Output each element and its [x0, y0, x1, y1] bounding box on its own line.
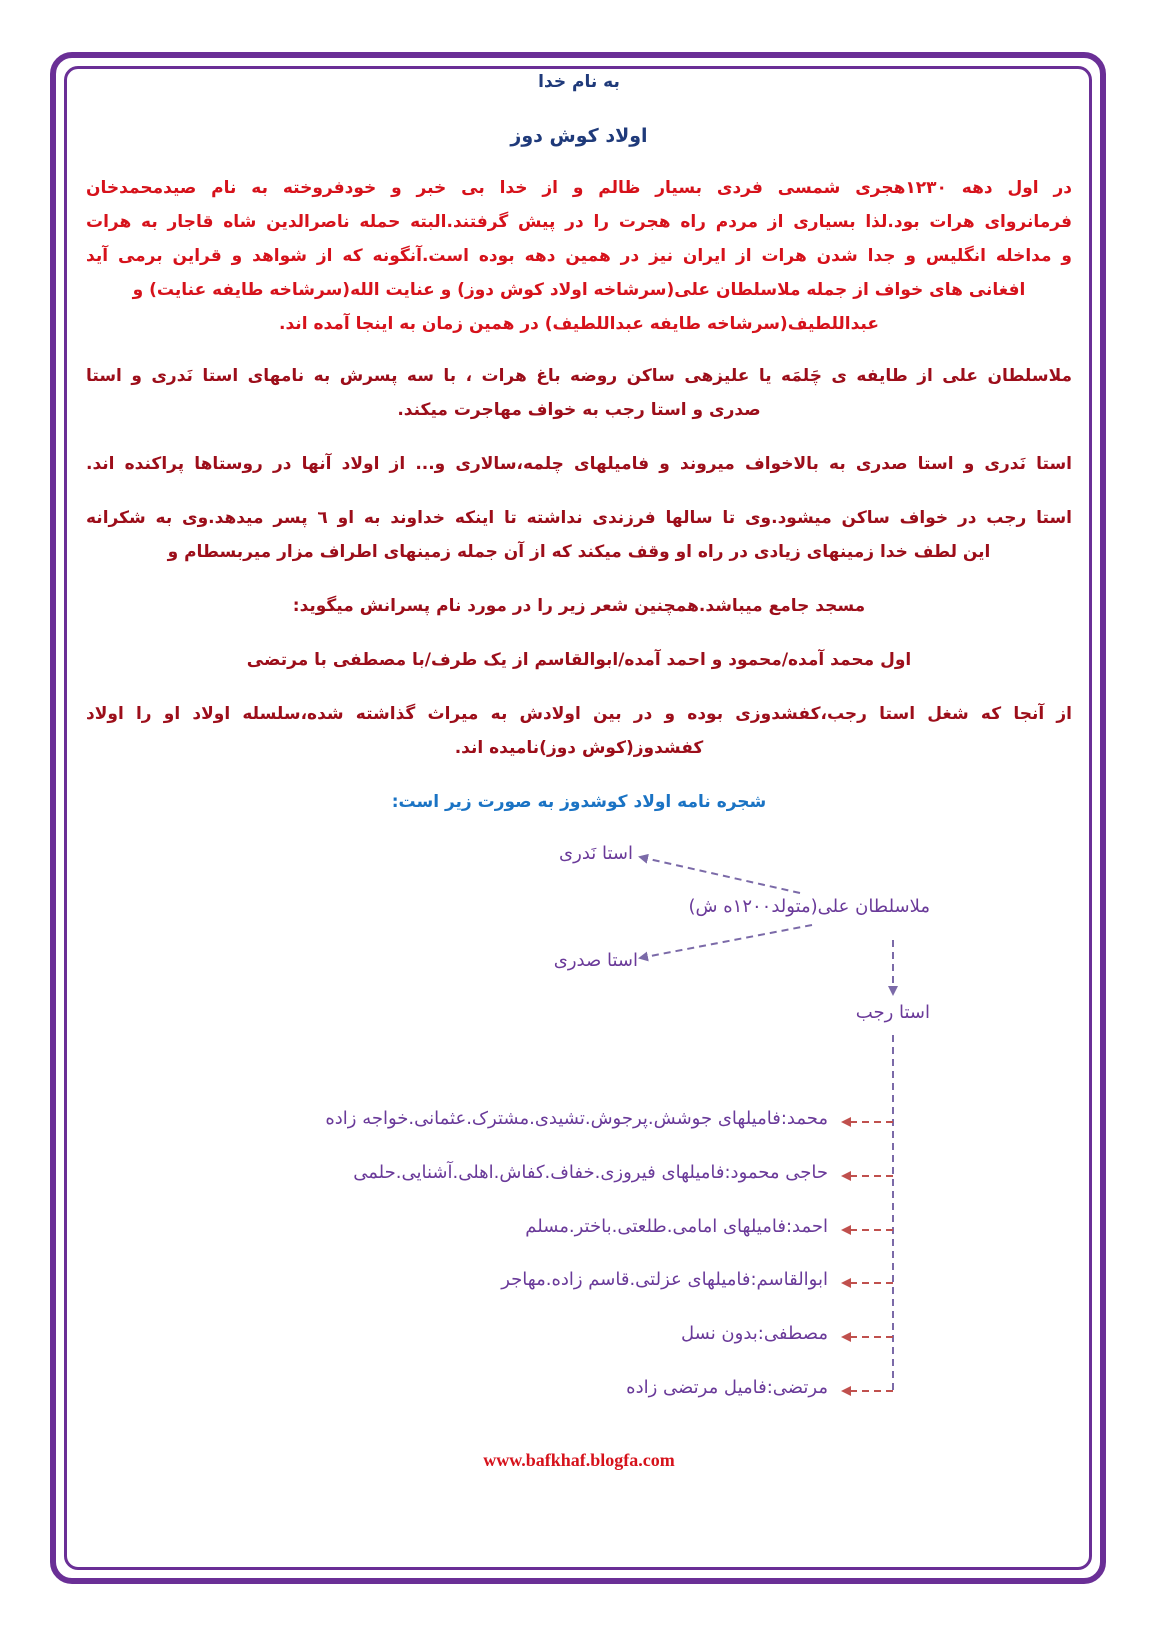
- para4-line-1: استا رجب در خواف ساکن میشود.وی تا سالها فرزندی نداشته تا اینکه خداوند به او ٦ پسر میدهد.وی به شکرانه: [86, 508, 1072, 528]
- tree-child-3: [525, 1216, 828, 1237]
- child-name: محمد:: [780, 1108, 828, 1129]
- tree-child-1: [325, 1108, 828, 1129]
- child-name: احمد:: [785, 1216, 828, 1237]
- arrow-to-sadri: [640, 925, 812, 958]
- page-title: اولاد کوش دوز: [510, 125, 648, 147]
- child-name: مصطفی:: [757, 1323, 828, 1344]
- child-name: مرتضی:: [766, 1377, 828, 1398]
- child-families: فامیل مرتضی زاده: [626, 1377, 767, 1398]
- tree-child-5: [681, 1323, 828, 1344]
- child-families: فامیلهای فیروزی.خفاف.کفاش.اهلی.آشنایی.حلمی: [353, 1162, 725, 1183]
- intro-line-5: عبداللطیف(سرشاخه طایفه عبداللطیف) در همین زمان به اینجا آمده اند.: [279, 314, 879, 334]
- footer-website-link[interactable]: www.bafkhaf.blogfa.com: [483, 1450, 675, 1470]
- child-name: ابوالقاسم:: [750, 1269, 828, 1290]
- tree-node-root: ملاسلطان علی(متولد۱۲۰۰ه ش): [688, 896, 930, 917]
- intro-line-4: افغانی های خواف از جمله ملاسلطان علی(سرشاخه اولاد کوش دوز) و عنایت الله(سرشاخه طایفه عنایت) و: [132, 280, 1026, 300]
- child-families: بدون نسل: [681, 1323, 758, 1344]
- tree-heading: شجره نامه اولاد کوشدوز به صورت زیر است:: [391, 792, 767, 812]
- intro-line-1: در اول دهه ۱۲۳۰هجری شمسی فردی بسیار ظالم و از خدا بی خبر و خودفروخته به نام صیدمحمدخان: [86, 178, 1072, 198]
- para6-line-2: کفشدوز(کوش دوز)نامیده اند.: [454, 738, 704, 758]
- child-families: فامیلهای عزلتی.قاسم زاده.مهاجر: [501, 1269, 751, 1290]
- para3: استا نَدری و استا صدری به بالاخواف میروند و فامیلهای چلمه،سالاری و... از اولاد آنها در روستاها پراکنده اند.: [86, 454, 1072, 474]
- tree-child-6: [626, 1377, 828, 1398]
- tree-node-sadri: استا صدری: [553, 950, 638, 971]
- invocation: به نام خدا: [538, 72, 620, 92]
- para6-line-1: از آنجا که شغل استا رجب،کفشدوزی بوده و در بین اولادش به میراث گذاشته شده،سلسله اولاد او را اولاد: [86, 704, 1072, 724]
- para4-line-2: این لطف خدا زمینهای زیادی در راه او وقف میکند که از آن جمله زمینهای اطراف مزار میربسطام و: [167, 542, 991, 562]
- intro-line-2: فرمانروای هرات بود.لذا بسیاری از مردم راه هجرت را در پیش گرفتند.البته حمله ناصرالدین شاه قاجار به هرات: [86, 212, 1072, 232]
- child-families: فامیلهای جوشش.پرجوش.تشیدی.مشترک.عثمانی.خواجه زاده: [325, 1108, 781, 1129]
- para5: مسجد جامع میباشد.همچنین شعر زیر را در مورد نام پسرانش میگوید:: [292, 596, 866, 616]
- tree-node-nadari: استا نَدری: [559, 843, 633, 864]
- intro-line-3: و مداخله انگلیس و جدا شدن هرات از ایران نیز در همین دهه بوده است.آنگونه که از شواهد و قراین برمی آید: [86, 246, 1072, 266]
- tree-node-rajab: استا رجب: [855, 1002, 930, 1023]
- child-name: حاجی محمود:: [724, 1162, 828, 1183]
- tree-child-4: [501, 1269, 828, 1290]
- arrow-to-nadari: [640, 857, 800, 893]
- tree-child-2: [353, 1162, 828, 1183]
- para2-line-2: صدری و استا رجب به خواف مهاجرت میکند.: [397, 400, 761, 420]
- child-families: فامیلهای امامی.طلعتی.باختر.مسلم: [525, 1216, 786, 1237]
- para2-line-1: ملاسلطان علی از طایفه ی چَلمَه یا علیزهی ساکن روضه باغ هرات ، با سه پسرش به نامهای استا نَدری و استا: [86, 366, 1072, 386]
- poem: اول محمد آمده/محمود و احمد آمده/ابوالقاسم از یک طرف/با مصطفی با مرتضی: [246, 650, 912, 670]
